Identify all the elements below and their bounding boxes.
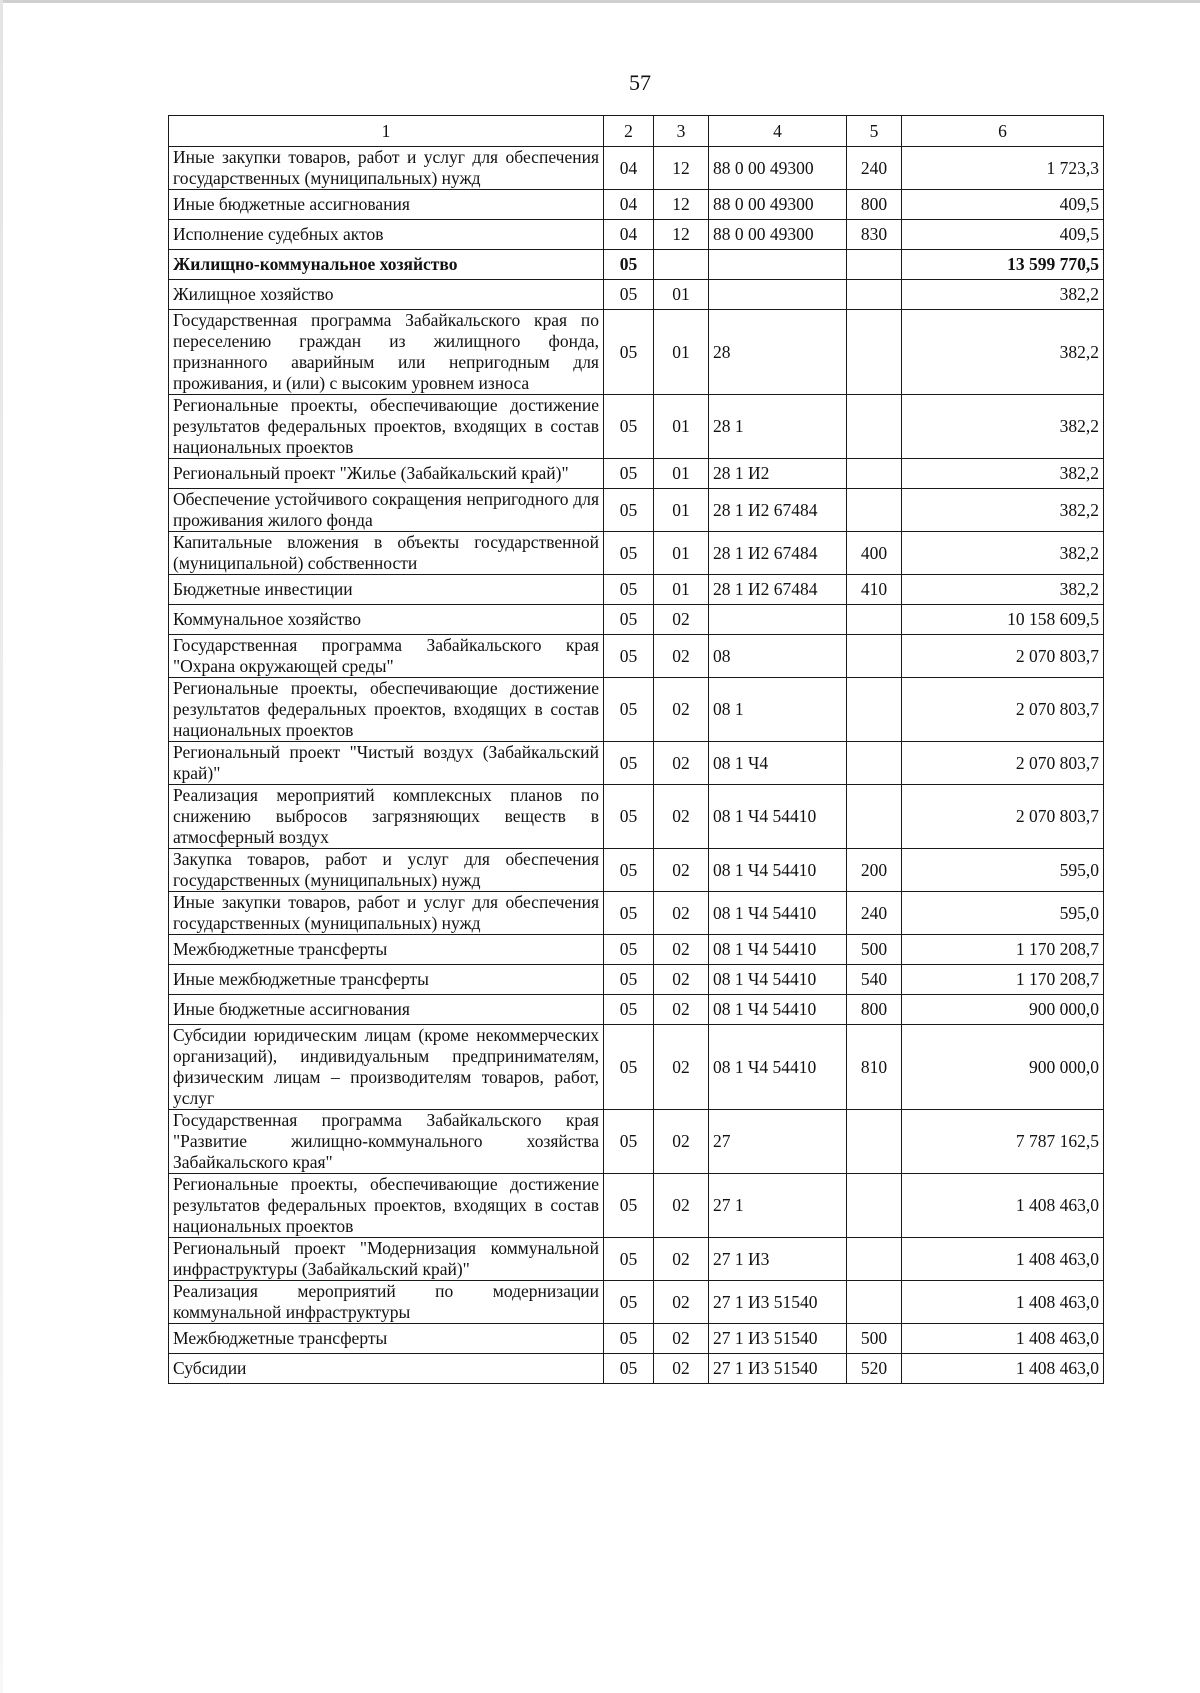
section-code-cell: 04 bbox=[604, 190, 654, 220]
expense-type-cell: 540 bbox=[847, 965, 902, 995]
table-row bbox=[169, 220, 1104, 250]
subsection-code-cell: 01 bbox=[654, 280, 709, 310]
table-row bbox=[169, 605, 1104, 635]
amount-cell: 1 408 463,0 bbox=[902, 1281, 1104, 1324]
expense-type-cell bbox=[847, 489, 902, 532]
table-row bbox=[169, 995, 1104, 1025]
expense-type-cell bbox=[847, 742, 902, 785]
expense-type-cell bbox=[847, 678, 902, 742]
row-name-cell: Капитальные вложения в объекты государственной (муниципальной) собственности bbox=[169, 532, 604, 575]
target-article-cell bbox=[709, 250, 847, 280]
expense-type-cell bbox=[847, 1238, 902, 1281]
row-name-cell: Бюджетные инвестиции bbox=[169, 575, 604, 605]
amount-cell: 1 408 463,0 bbox=[902, 1174, 1104, 1238]
expense-type-cell bbox=[847, 310, 902, 395]
amount-cell: 409,5 bbox=[902, 190, 1104, 220]
row-name-cell: Субсидии bbox=[169, 1354, 604, 1384]
target-article-cell: 28 1 И2 67484 bbox=[709, 489, 847, 532]
table-row bbox=[169, 250, 1104, 280]
row-name-cell: Государственная программа Забайкальского края по переселению граждан из жилищного фонда, признанного аварийным или непригодным для проживания, и (или) с высоким уровнем износа bbox=[169, 310, 604, 395]
scan-border-top bbox=[0, 0, 1200, 3]
amount-cell: 10 158 609,5 bbox=[902, 605, 1104, 635]
row-name-cell: Иные закупки товаров, работ и услуг для обеспечения государственных (муниципальных) нужд bbox=[169, 892, 604, 935]
budget-table bbox=[168, 115, 1104, 1384]
expense-type-cell bbox=[847, 1281, 902, 1324]
header-cell: 1 bbox=[169, 116, 604, 147]
table-row bbox=[169, 1354, 1104, 1384]
row-name-cell: Иные межбюджетные трансферты bbox=[169, 965, 604, 995]
amount-cell: 382,2 bbox=[902, 532, 1104, 575]
subsection-code-cell: 02 bbox=[654, 995, 709, 1025]
target-article-cell: 27 1 И3 bbox=[709, 1238, 847, 1281]
section-code-cell: 05 bbox=[604, 995, 654, 1025]
subsection-code-cell: 02 bbox=[654, 849, 709, 892]
subsection-code-cell: 01 bbox=[654, 310, 709, 395]
amount-cell: 1 170 208,7 bbox=[902, 935, 1104, 965]
row-name-cell: Закупка товаров, работ и услуг для обеспечения государственных (муниципальных) нужд bbox=[169, 849, 604, 892]
target-article-cell: 88 0 00 49300 bbox=[709, 190, 847, 220]
target-article-cell: 08 1 Ч4 54410 bbox=[709, 995, 847, 1025]
row-name-cell: Жилищно-коммунальное хозяйство bbox=[169, 250, 604, 280]
amount-cell: 1 170 208,7 bbox=[902, 965, 1104, 995]
table-row bbox=[169, 280, 1104, 310]
target-article-cell: 28 1 bbox=[709, 395, 847, 459]
amount-cell: 2 070 803,7 bbox=[902, 742, 1104, 785]
subsection-code-cell: 02 bbox=[654, 742, 709, 785]
expense-type-cell: 200 bbox=[847, 849, 902, 892]
expense-type-cell: 830 bbox=[847, 220, 902, 250]
subsection-code-cell: 02 bbox=[654, 1025, 709, 1110]
table-row bbox=[169, 532, 1104, 575]
amount-cell: 13 599 770,5 bbox=[902, 250, 1104, 280]
row-name-cell: Региональные проекты, обеспечивающие достижение результатов федеральных проектов, входящих в состав национальных проектов bbox=[169, 1174, 604, 1238]
target-article-cell: 08 1 Ч4 54410 bbox=[709, 892, 847, 935]
section-code-cell: 05 bbox=[604, 459, 654, 489]
section-code-cell: 04 bbox=[604, 220, 654, 250]
section-code-cell: 05 bbox=[604, 250, 654, 280]
amount-cell: 2 070 803,7 bbox=[902, 678, 1104, 742]
section-code-cell: 05 bbox=[604, 605, 654, 635]
amount-cell: 409,5 bbox=[902, 220, 1104, 250]
amount-cell: 382,2 bbox=[902, 575, 1104, 605]
row-name-cell: Региональные проекты, обеспечивающие достижение результатов федеральных проектов, входящих в состав национальных проектов bbox=[169, 678, 604, 742]
row-name-cell: Государственная программа Забайкальского края "Охрана окружающей среды" bbox=[169, 635, 604, 678]
table-body bbox=[169, 147, 1104, 1384]
subsection-code-cell: 12 bbox=[654, 190, 709, 220]
target-article-cell bbox=[709, 605, 847, 635]
amount-cell: 382,2 bbox=[902, 395, 1104, 459]
section-code-cell: 05 bbox=[604, 1324, 654, 1354]
table-row bbox=[169, 935, 1104, 965]
target-article-cell: 08 1 Ч4 54410 bbox=[709, 965, 847, 995]
section-code-cell: 05 bbox=[604, 678, 654, 742]
expense-type-cell: 500 bbox=[847, 1324, 902, 1354]
table-row bbox=[169, 849, 1104, 892]
target-article-cell: 28 1 И2 bbox=[709, 459, 847, 489]
amount-cell: 7 787 162,5 bbox=[902, 1110, 1104, 1174]
amount-cell: 1 723,3 bbox=[902, 147, 1104, 190]
subsection-code-cell: 02 bbox=[654, 892, 709, 935]
section-code-cell: 05 bbox=[604, 1238, 654, 1281]
expense-type-cell: 240 bbox=[847, 147, 902, 190]
row-name-cell: Региональный проект "Модернизация коммунальной инфраструктуры (Забайкальский край)" bbox=[169, 1238, 604, 1281]
amount-cell: 382,2 bbox=[902, 489, 1104, 532]
expense-type-cell bbox=[847, 1110, 902, 1174]
subsection-code-cell: 02 bbox=[654, 1281, 709, 1324]
section-code-cell: 05 bbox=[604, 965, 654, 995]
expense-type-cell bbox=[847, 635, 902, 678]
table-row bbox=[169, 489, 1104, 532]
table-row bbox=[169, 190, 1104, 220]
row-name-cell: Региональный проект "Чистый воздух (Забайкальский край)" bbox=[169, 742, 604, 785]
row-name-cell: Межбюджетные трансферты bbox=[169, 935, 604, 965]
row-name-cell: Субсидии юридическим лицам (кроме некоммерческих организаций), индивидуальным предпринимателям, физическим лицам – производителям товаров, работ, услуг bbox=[169, 1025, 604, 1110]
subsection-code-cell: 12 bbox=[654, 220, 709, 250]
target-article-cell: 08 1 Ч4 bbox=[709, 742, 847, 785]
amount-cell: 595,0 bbox=[902, 892, 1104, 935]
subsection-code-cell bbox=[654, 250, 709, 280]
subsection-code-cell: 01 bbox=[654, 395, 709, 459]
table-row bbox=[169, 575, 1104, 605]
target-article-cell: 08 1 Ч4 54410 bbox=[709, 1025, 847, 1110]
subsection-code-cell: 02 bbox=[654, 1238, 709, 1281]
section-code-cell: 05 bbox=[604, 395, 654, 459]
header-cell: 6 bbox=[902, 116, 1104, 147]
section-code-cell: 05 bbox=[604, 310, 654, 395]
subsection-code-cell: 02 bbox=[654, 678, 709, 742]
expense-type-cell: 500 bbox=[847, 935, 902, 965]
amount-cell: 2 070 803,7 bbox=[902, 635, 1104, 678]
amount-cell: 382,2 bbox=[902, 310, 1104, 395]
subsection-code-cell: 12 bbox=[654, 147, 709, 190]
row-name-cell: Обеспечение устойчивого сокращения непригодного для проживания жилого фонда bbox=[169, 489, 604, 532]
row-name-cell: Реализация мероприятий по модернизации коммунальной инфраструктуры bbox=[169, 1281, 604, 1324]
header-cell: 4 bbox=[709, 116, 847, 147]
target-article-cell bbox=[709, 280, 847, 310]
expense-type-cell: 240 bbox=[847, 892, 902, 935]
target-article-cell: 08 1 Ч4 54410 bbox=[709, 935, 847, 965]
subsection-code-cell: 02 bbox=[654, 785, 709, 849]
amount-cell: 1 408 463,0 bbox=[902, 1354, 1104, 1384]
table-header-row bbox=[169, 116, 1104, 147]
subsection-code-cell: 02 bbox=[654, 1110, 709, 1174]
target-article-cell: 28 1 И2 67484 bbox=[709, 575, 847, 605]
subsection-code-cell: 01 bbox=[654, 489, 709, 532]
section-code-cell: 05 bbox=[604, 575, 654, 605]
table-row bbox=[169, 395, 1104, 459]
row-name-cell: Реализация мероприятий комплексных планов по снижению выбросов загрязняющих веществ в атмосферный воздух bbox=[169, 785, 604, 849]
target-article-cell: 28 bbox=[709, 310, 847, 395]
expense-type-cell: 800 bbox=[847, 190, 902, 220]
target-article-cell: 27 1 И3 51540 bbox=[709, 1324, 847, 1354]
target-article-cell: 28 1 И2 67484 bbox=[709, 532, 847, 575]
section-code-cell: 05 bbox=[604, 892, 654, 935]
target-article-cell: 27 1 И3 51540 bbox=[709, 1354, 847, 1384]
target-article-cell: 08 1 Ч4 54410 bbox=[709, 849, 847, 892]
section-code-cell: 05 bbox=[604, 1110, 654, 1174]
section-code-cell: 05 bbox=[604, 1025, 654, 1110]
amount-cell: 900 000,0 bbox=[902, 995, 1104, 1025]
row-name-cell: Коммунальное хозяйство bbox=[169, 605, 604, 635]
expense-type-cell: 520 bbox=[847, 1354, 902, 1384]
table-row bbox=[169, 1174, 1104, 1238]
table-row bbox=[169, 742, 1104, 785]
section-code-cell: 05 bbox=[604, 849, 654, 892]
section-code-cell: 05 bbox=[604, 489, 654, 532]
row-name-cell: Жилищное хозяйство bbox=[169, 280, 604, 310]
amount-cell: 2 070 803,7 bbox=[902, 785, 1104, 849]
table-row bbox=[169, 1110, 1104, 1174]
section-code-cell: 05 bbox=[604, 280, 654, 310]
expense-type-cell bbox=[847, 605, 902, 635]
table-row bbox=[169, 965, 1104, 995]
section-code-cell: 05 bbox=[604, 1354, 654, 1384]
table-row bbox=[169, 147, 1104, 190]
target-article-cell: 27 1 bbox=[709, 1174, 847, 1238]
expense-type-cell bbox=[847, 280, 902, 310]
row-name-cell: Исполнение судебных актов bbox=[169, 220, 604, 250]
table-row bbox=[169, 635, 1104, 678]
table-row bbox=[169, 310, 1104, 395]
expense-type-cell bbox=[847, 785, 902, 849]
section-code-cell: 05 bbox=[604, 1174, 654, 1238]
amount-cell: 382,2 bbox=[902, 459, 1104, 489]
subsection-code-cell: 01 bbox=[654, 575, 709, 605]
section-code-cell: 04 bbox=[604, 147, 654, 190]
row-name-cell: Иные закупки товаров, работ и услуг для обеспечения государственных (муниципальных) нужд bbox=[169, 147, 604, 190]
amount-cell: 1 408 463,0 bbox=[902, 1324, 1104, 1354]
header-cell: 2 bbox=[604, 116, 654, 147]
subsection-code-cell: 02 bbox=[654, 1354, 709, 1384]
row-name-cell: Государственная программа Забайкальского края "Развитие жилищно-коммунального хозяйства Забайкальского края" bbox=[169, 1110, 604, 1174]
header-cell: 3 bbox=[654, 116, 709, 147]
section-code-cell: 05 bbox=[604, 785, 654, 849]
table-row bbox=[169, 1281, 1104, 1324]
row-name-cell: Иные бюджетные ассигнования bbox=[169, 995, 604, 1025]
table-row bbox=[169, 1238, 1104, 1281]
amount-cell: 382,2 bbox=[902, 280, 1104, 310]
row-name-cell: Иные бюджетные ассигнования bbox=[169, 190, 604, 220]
table-row bbox=[169, 678, 1104, 742]
row-name-cell: Региональные проекты, обеспечивающие достижение результатов федеральных проектов, входящих в состав национальных проектов bbox=[169, 395, 604, 459]
subsection-code-cell: 02 bbox=[654, 635, 709, 678]
expense-type-cell: 800 bbox=[847, 995, 902, 1025]
subsection-code-cell: 01 bbox=[654, 532, 709, 575]
target-article-cell: 08 1 bbox=[709, 678, 847, 742]
section-code-cell: 05 bbox=[604, 935, 654, 965]
amount-cell: 900 000,0 bbox=[902, 1025, 1104, 1110]
target-article-cell: 27 1 И3 51540 bbox=[709, 1281, 847, 1324]
target-article-cell: 88 0 00 49300 bbox=[709, 147, 847, 190]
section-code-cell: 05 bbox=[604, 742, 654, 785]
subsection-code-cell: 02 bbox=[654, 1324, 709, 1354]
section-code-cell: 05 bbox=[604, 532, 654, 575]
amount-cell: 595,0 bbox=[902, 849, 1104, 892]
target-article-cell: 27 bbox=[709, 1110, 847, 1174]
table-row bbox=[169, 892, 1104, 935]
table-row bbox=[169, 1025, 1104, 1110]
target-article-cell: 88 0 00 49300 bbox=[709, 220, 847, 250]
header-cell: 5 bbox=[847, 116, 902, 147]
subsection-code-cell: 02 bbox=[654, 965, 709, 995]
table-row bbox=[169, 459, 1104, 489]
expense-type-cell bbox=[847, 250, 902, 280]
target-article-cell: 08 bbox=[709, 635, 847, 678]
subsection-code-cell: 01 bbox=[654, 459, 709, 489]
expense-type-cell bbox=[847, 459, 902, 489]
subsection-code-cell: 02 bbox=[654, 935, 709, 965]
target-article-cell: 08 1 Ч4 54410 bbox=[709, 785, 847, 849]
row-name-cell: Межбюджетные трансферты bbox=[169, 1324, 604, 1354]
section-code-cell: 05 bbox=[604, 1281, 654, 1324]
section-code-cell: 05 bbox=[604, 635, 654, 678]
amount-cell: 1 408 463,0 bbox=[902, 1238, 1104, 1281]
expense-type-cell: 810 bbox=[847, 1025, 902, 1110]
expense-type-cell bbox=[847, 1174, 902, 1238]
expense-type-cell: 410 bbox=[847, 575, 902, 605]
subsection-code-cell: 02 bbox=[654, 1174, 709, 1238]
table-row bbox=[169, 1324, 1104, 1354]
subsection-code-cell: 02 bbox=[654, 605, 709, 635]
table-row bbox=[169, 785, 1104, 849]
expense-type-cell: 400 bbox=[847, 532, 902, 575]
expense-type-cell bbox=[847, 395, 902, 459]
scan-border-left bbox=[0, 0, 3, 1693]
page-number: 57 bbox=[629, 70, 651, 95]
row-name-cell: Региональный проект "Жилье (Забайкальский край)" bbox=[169, 459, 604, 489]
